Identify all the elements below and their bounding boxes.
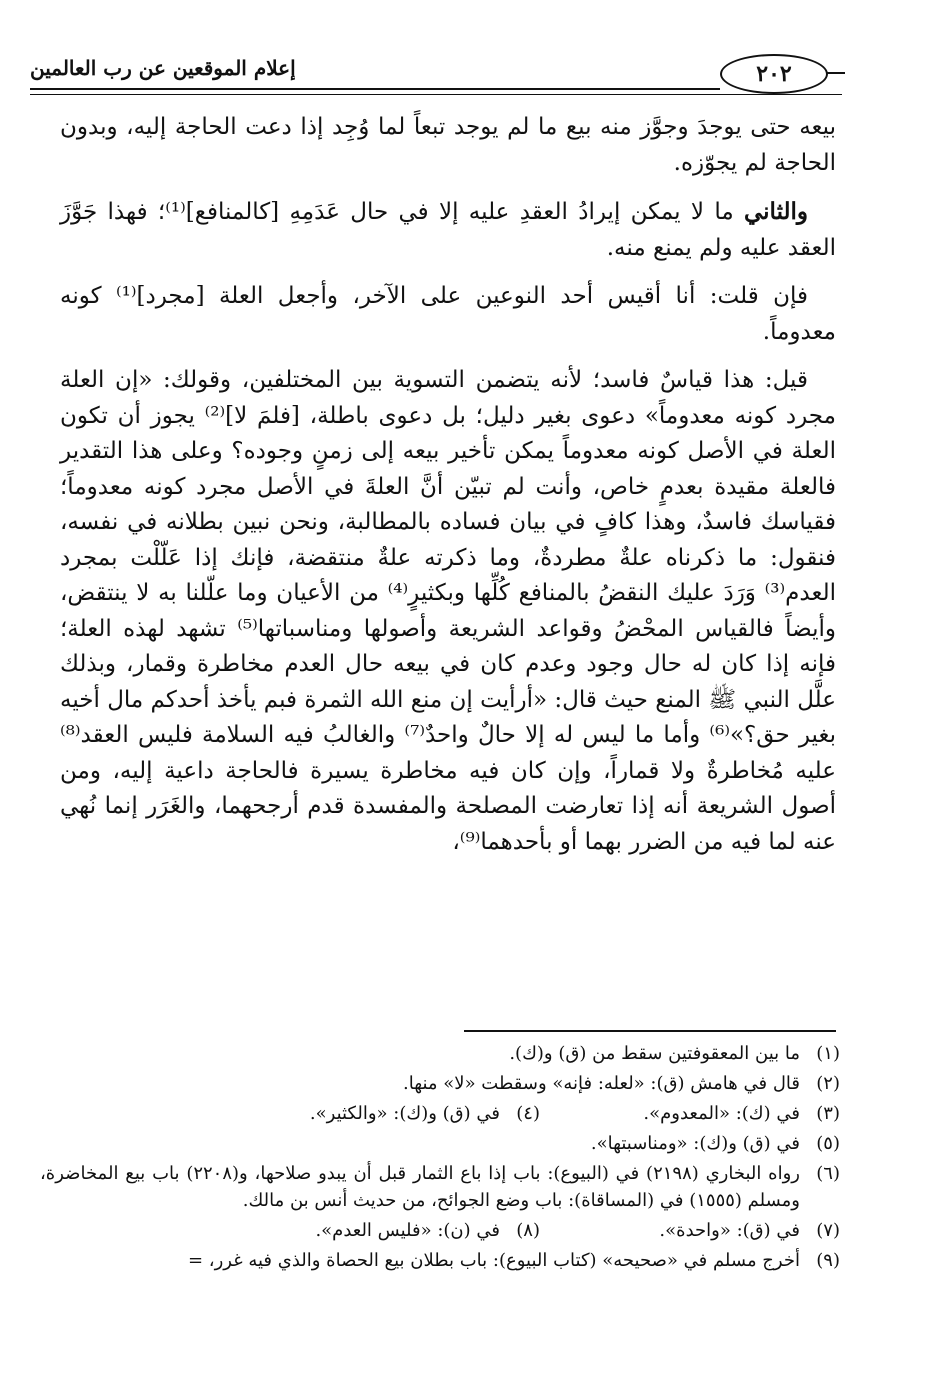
footnote-text: في (ق) و(ك): «ومناسبتها». (590, 1133, 800, 1154)
footnote-number: (٥) (816, 1133, 840, 1154)
footnote-2 (40, 1070, 840, 1097)
footnote-text: رواه البخاري (٢١٩٨) في (البيوع): باب إذا باع الثمار قبل أن يبدو صلاحها، و(٢٢٠٨) باب بيع المخاضرة، ومسلم (١٥٥٥) في (المساقاة): باب وضع الجوائح، من حديث أنس بن مالك. (40, 1163, 800, 1211)
footnote-7 (540, 1217, 840, 1244)
footnote-separator (464, 1030, 836, 1032)
footnote-number: (٦) (816, 1163, 840, 1184)
footnote-number: (٤) (516, 1103, 540, 1124)
footnote-6 (40, 1160, 840, 1214)
footnote-8 (240, 1217, 540, 1244)
page-number: ٢٠٢ (720, 54, 828, 94)
footnote-number: (٧) (816, 1220, 840, 1241)
footnote-4 (240, 1100, 540, 1127)
footnote-1 (40, 1040, 840, 1067)
footnote-text: قال في هامش (ق): «لعله: فإنه» وسقطت «لا» منها. (403, 1073, 800, 1094)
paragraph-2 (60, 194, 836, 266)
footnote-text: في (ق): «واحدة». (659, 1220, 800, 1241)
paragraph-3: فإن قلت: أنا أقيس أحد النوعين على الآخر، وأجعل العلة [مجرد]⁽¹⁾ كونه معدوماً. (60, 283, 836, 345)
footnote-text: أخرج مسلم في «صحيحه» (كتاب البيوع): باب بطلان بيع الحصاة والذي فيه غرر، = (187, 1250, 800, 1271)
footnote-9 (40, 1247, 840, 1274)
header-rule-tail (825, 72, 845, 74)
paragraph-1: بيعه حتى يوجدَ وجوَّز منه بيع ما لم يوجد تبعاً لما وُجِد إذا دعت الحاجة إليه، وبدون الحاجة لم يجوّزه. (60, 114, 836, 176)
footnote-number: (٨) (516, 1220, 540, 1241)
running-title: إعلام الموقعين عن رب العالمين (30, 56, 296, 80)
footnote-number: (١) (816, 1043, 840, 1064)
footnotes (40, 1040, 840, 1277)
footnote-5 (40, 1130, 840, 1157)
page-header (30, 48, 842, 98)
footnote-number: (٩) (816, 1250, 840, 1271)
paragraph-2-lead: والثاني (743, 198, 809, 225)
footnote-text: في (ك): «المعدوم». (643, 1103, 800, 1124)
main-text (60, 110, 836, 873)
header-rule-thin (30, 94, 842, 95)
footnote-text: في (ق) و(ك): «والكثير». (309, 1103, 500, 1124)
footnote-number: (٢) (816, 1073, 840, 1094)
footnote-3 (540, 1100, 840, 1127)
footnote-pair-7-8 (40, 1217, 840, 1247)
footnote-text: في (ن): «فليس العدم». (315, 1220, 500, 1241)
paragraph-4: قيل: هذا قياسٌ فاسد؛ لأنه يتضمن التسوية بين المختلفين، وقولك: «إن العلة مجرد كونه معدوماً» دعوى بغير دليل؛ بل دعوى باطلة، [فلمَ لا]⁽²⁾ يجوز أن تكون العلة في الأصل كونه معدوماً يمكن تأخير بيعه إلى زمنٍ وجوده؟ وعلى هذا التقدير فالعلة مقيدة بعدمٍ خاص، وأنت لم تبيّن أنَّ العلةَ في الأصل مجرد كونه معدوماً؛ فقياسك فاسدٌ، وهذا كافٍ في بيان فساده بالمطالبة، ونحن نبين بطلانه في نفسه، فنقول: ما ذكرناه علةٌ مطردةٌ، وما ذكرته علةٌ منتقضة، فإنك إذا عَلّلْت بمجرد العدم⁽³⁾ وَرَدَ عليك النقضُ بالمنافع كُلِّها وبكثيرٍ⁽⁴⁾ من الأعيان وما علّلنا به لا ينتقض، وأيضاً فالقياس المحْضُ وقواعد الشريعة وأصولها ومناسباتها⁽⁵⁾ تشهد لهذه العلة؛ فإنه إذا كان له حال وجود وعدم كان في بيعه حال العدم مخاطرة وقمار، وبذلك علَّل النبي ﷺ المنع حيث قال: «أرأيت إن منع الله الثمرة فبم يأخذ أحدكم مال أخيه بغير حق؟»⁽⁶⁾ وأما ما ليس له إلا حالٌ واحدٌ⁽⁷⁾ والغالبُ فيه السلامة فليس العقد⁽⁸⁾ عليه مُخاطرةٌ ولا قماراً، وإن كان فيه مخاطرة يسيرة فالحاجة داعية إليه، ومن أصول الشريعة أنه إذا تعارضت المصلحة والمفسدة قدم أرجحهما، والغَرَر إنما نُهي عنه لما فيه من الضرر بهما أو بأحدهما⁽⁹⁾، (60, 367, 836, 855)
footnote-text: ما بين المعقوفتين سقط من (ق) و(ك). (509, 1043, 800, 1064)
footnote-pair-3-4 (40, 1100, 840, 1130)
footnote-number: (٣) (816, 1103, 840, 1124)
paragraph-2-text: ما لا يمكن إيرادُ العقدِ عليه إلا في حال عَدَمِهِ [كالمنافع]⁽¹⁾؛ فهذا جَوَّزَ العقد عليه ولم يمنع منه. (60, 199, 836, 261)
header-rule (30, 88, 720, 90)
